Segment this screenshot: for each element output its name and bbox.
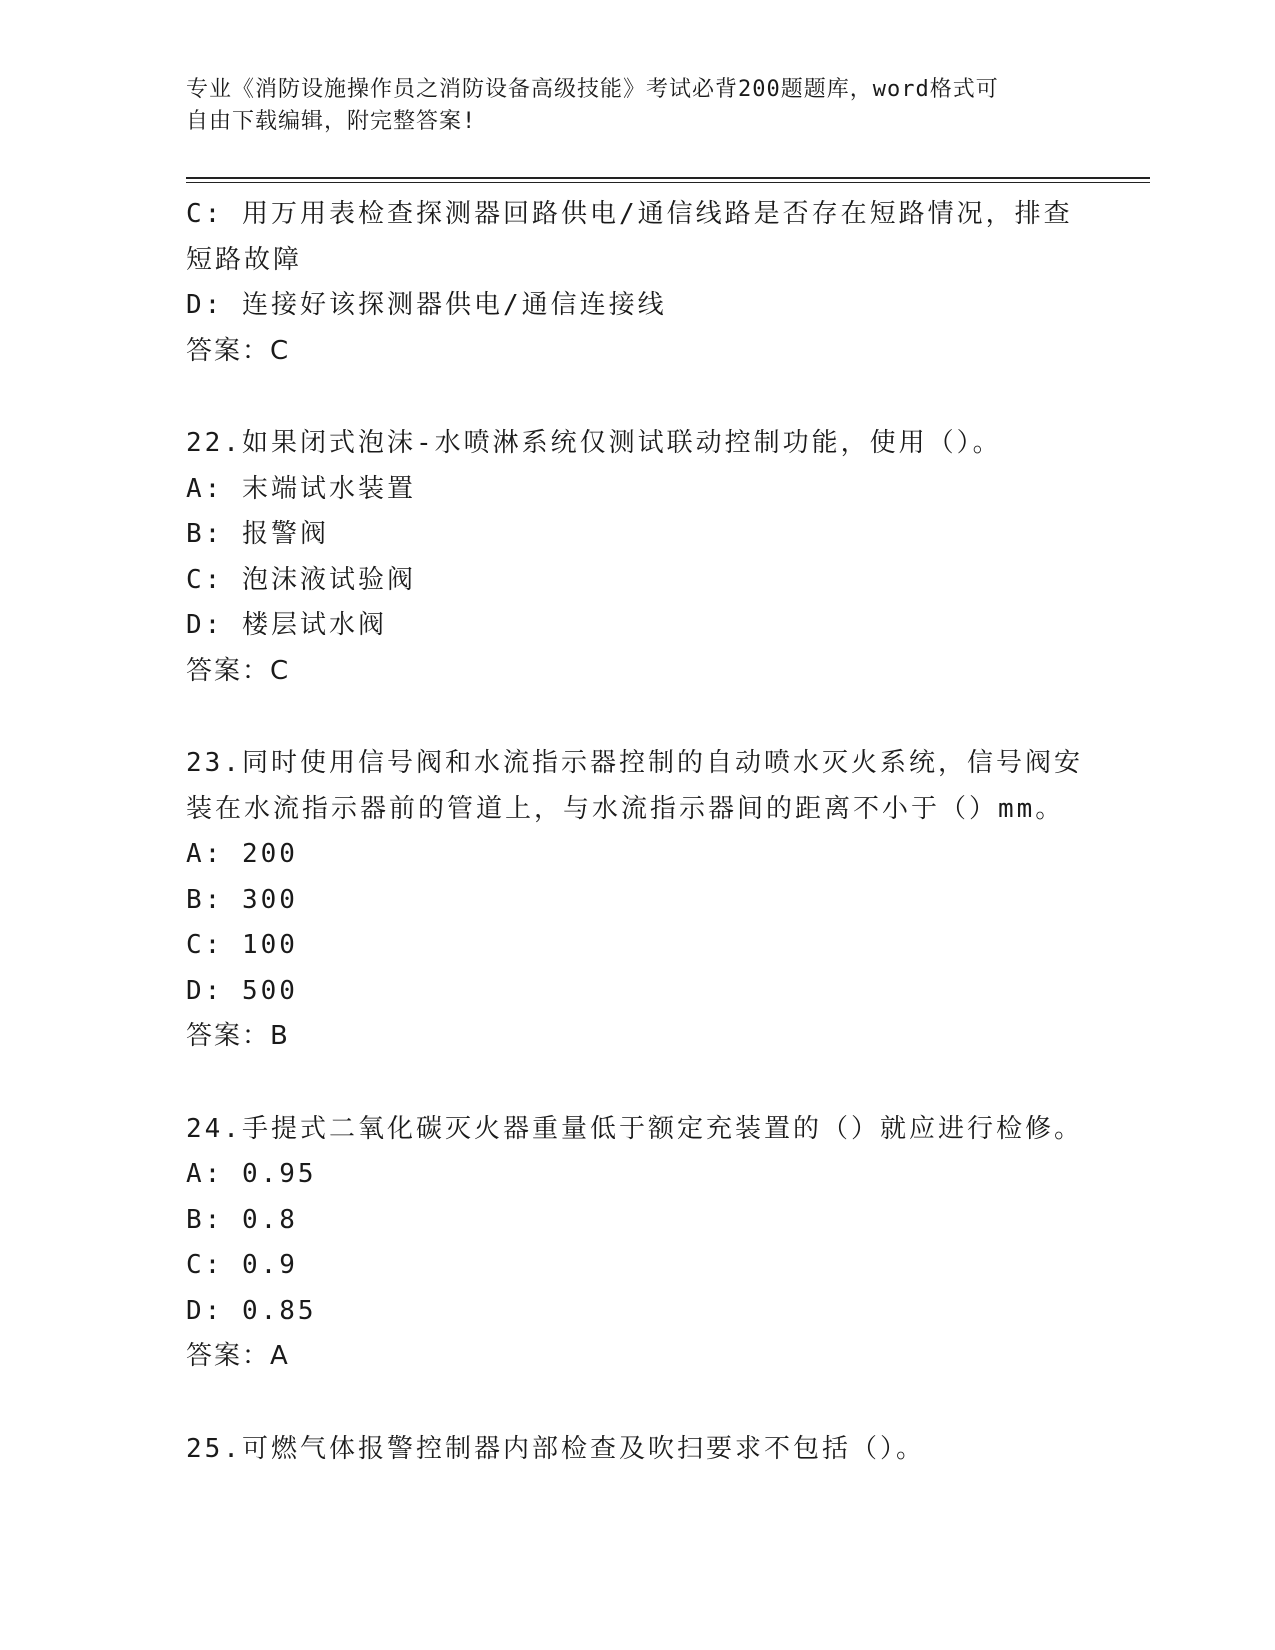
option-c: C: 100: [186, 930, 298, 960]
option-a: A: 0.95: [186, 1159, 317, 1189]
question-continued: [186, 192, 1086, 374]
option-d: D: 500: [186, 975, 298, 1006]
option-c: C: 用万用表检查探测器回路供电/通信线路是否存在短路情况，排查: [186, 199, 1073, 229]
option-d: D: 楼层试水阀: [186, 610, 387, 640]
option-b: B: 0.8: [186, 1204, 298, 1235]
question-stem-continued: 装在水流指示器前的管道上，与水流指示器间的距离不小于（）mm。: [186, 793, 1065, 824]
question-22: [186, 421, 1086, 694]
option-c-continued: 短路故障: [186, 244, 303, 275]
spacer: [186, 694, 1086, 741]
answer: 答案：C: [186, 335, 291, 366]
option-d: D: 0.85: [186, 1295, 317, 1326]
option-a: A: 200: [186, 839, 298, 869]
header-divider-thin: [186, 182, 1150, 183]
option-c: C: 0.9: [186, 1250, 298, 1280]
question-list: [186, 192, 1086, 1472]
spacer: [186, 1060, 1086, 1107]
question-stem: 24.手提式二氧化碳灭火器重量低于额定充装置的（）就应进行检修。: [186, 1113, 1083, 1144]
question-23: [186, 741, 1086, 1060]
question-24: [186, 1107, 1086, 1380]
question-stem: 23.同时使用信号阀和水流指示器控制的自动喷水灭火系统，信号阀安: [186, 748, 1083, 778]
question-25: [186, 1427, 1086, 1473]
option-d: D: 连接好该探测器供电/通信连接线: [186, 290, 667, 320]
header-line-2: 自由下载编辑，附完整答案!: [186, 109, 477, 134]
question-stem: 25.可燃气体报警控制器内部检查及吹扫要求不包括（）。: [186, 1433, 925, 1464]
header-divider-thick: [186, 177, 1150, 179]
header-line-1: 专业《消防设施操作员之消防设备高级技能》考试必背200题题库，word格式可: [186, 77, 999, 102]
answer: 答案：B: [186, 1021, 290, 1051]
spacer: [186, 1380, 1086, 1427]
option-b: B: 300: [186, 884, 298, 915]
question-stem: 22.如果闭式泡沫-水喷淋系统仅测试联动控制功能，使用（）。: [186, 428, 1002, 458]
document-header: [186, 74, 1066, 138]
option-b: B: 报警阀: [186, 519, 329, 549]
spacer: [186, 374, 1086, 421]
answer: 答案：C: [186, 655, 291, 686]
answer: 答案：A: [186, 1341, 290, 1371]
option-a: A: 末端试水装置: [186, 473, 416, 504]
option-c: C: 泡沫液试验阀: [186, 564, 416, 595]
